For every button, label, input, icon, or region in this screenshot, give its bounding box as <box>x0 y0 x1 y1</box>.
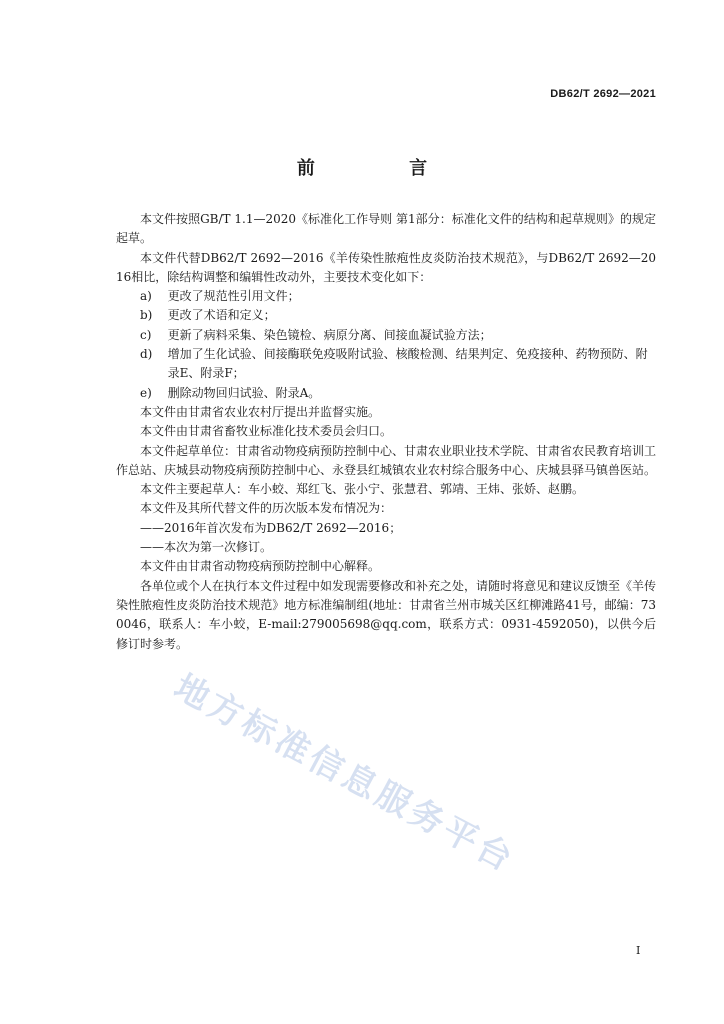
list-item-text: 删除动物回归试验、附录A。 <box>167 385 321 400</box>
proposer-paragraph: 本文件由甘肃省农业农村厅提出并监督实施。 <box>140 404 381 419</box>
intro-paragraph-replaces: 本文件代替DB62/T 2692—2016《羊传染性脓疱性皮炎防治技术规范》，与DB62/T 2692—2016相比，除结构调整和编辑性改动外，主要技术变化如下： <box>116 250 656 284</box>
list-item-marker: e) <box>140 385 152 400</box>
document-body <box>116 210 656 654</box>
interpretation-paragraph: 本文件由甘肃省动物疫病预防控制中心解释。 <box>140 559 381 574</box>
list-item-marker: a) <box>140 289 152 304</box>
list-item <box>116 306 656 325</box>
drafters-paragraph: 本文件主要起草人：车小蛟、郑红飞、张小宁、张慧君、郭靖、王炜、张娇、赵鹏。 <box>140 482 585 497</box>
list-item-text: 更新了病料采集、染色镜检、病原分离、间接血凝试验方法； <box>167 327 492 342</box>
list-item-marker: b) <box>140 308 153 323</box>
page-title: 前 言 <box>296 158 472 179</box>
watermark-text: 地方标准信息服务平台 <box>167 667 522 881</box>
list-item <box>116 326 656 345</box>
history-intro-paragraph: 本文件及其所代替文件的历次版本发布情况为： <box>140 501 393 516</box>
change-list <box>116 287 656 403</box>
list-item <box>116 345 656 384</box>
list-item-text: 更改了规范性引用文件； <box>167 289 300 304</box>
feedback-paragraph: 各单位或个人在执行本文件过程中如发现需要修改和补充之处，请随时将意见和建议反馈至《羊传染性脓疱性皮炎防治技术规范》地方标准编制组(地址：甘肃省兰州市城关区红柳滩路41号，邮编：730046，联系人：车小蛟，E-mail:279005698@qq.com，联系方式：0931-4592050)，以供今后修订时参考。 <box>116 578 657 651</box>
list-item-text: 增加了生化试验、间接酶联免疫吸附试验、核酸检测、结果判定、免疫接种、药物预防、附录E、附录F； <box>167 347 648 381</box>
history-item: ——本次为第一次修订。 <box>140 540 273 555</box>
list-item <box>116 287 656 306</box>
list-item-marker: c) <box>140 327 152 342</box>
page-number: I <box>636 944 641 957</box>
intro-paragraph-drafting-rules: 本文件按照GB/T 1.1—2020《标准化工作导则 第1部分：标准化文件的结构和起草规则》的规定起草。 <box>116 212 656 246</box>
list-item-marker: d) <box>140 347 153 362</box>
committee-paragraph: 本文件由甘肃省畜牧业标准化技术委员会归口。 <box>140 424 393 439</box>
drafting-units-paragraph: 本文件起草单位：甘肃省动物疫病预防控制中心、甘肃农业职业技术学院、甘肃省农民教育培训工作总站、庆城县动物疫病预防控制中心、永登县红城镇农业农村综合服务中心、庆城县驿马镇兽医站。 <box>116 443 657 477</box>
document-header-code: DB62/T 2692—2021 <box>550 88 656 100</box>
history-item: ——2016年首次发布为DB62/T 2692—2016； <box>140 520 402 535</box>
list-item-text: 更改了术语和定义； <box>167 308 276 323</box>
list-item <box>116 384 656 403</box>
